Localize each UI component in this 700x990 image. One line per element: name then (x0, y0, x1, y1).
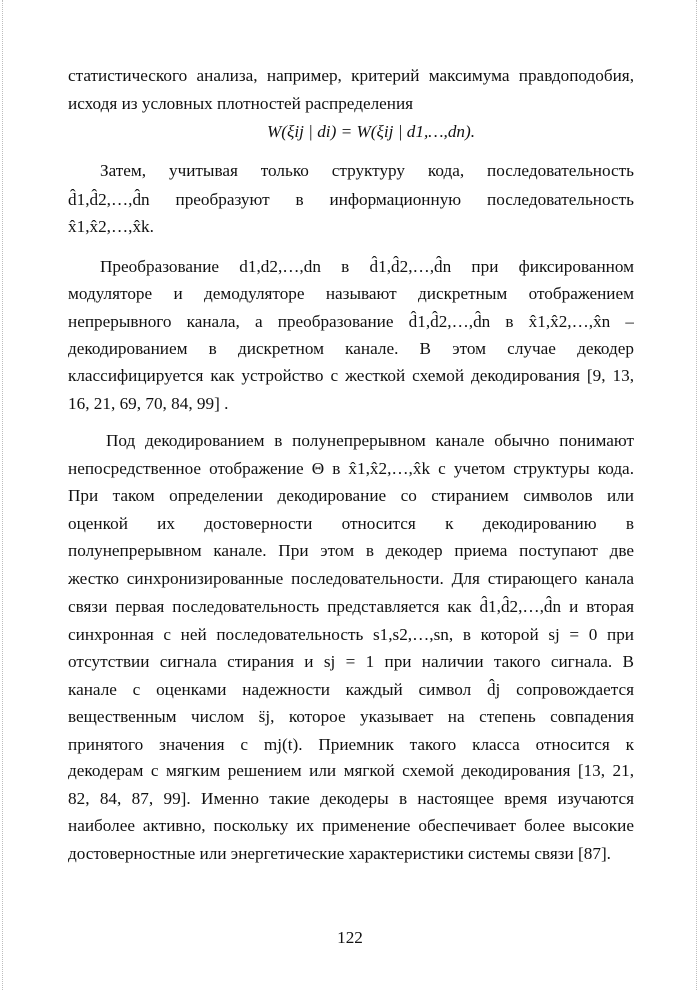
body-text (68, 62, 634, 867)
text-line: принятого значения с mj(t). Приемник такого класса относится к (68, 734, 634, 754)
formula-line: W(ξij | di) = W(ξij | d1,…,dn). (266, 122, 476, 141)
text-line: наиболее активно, поскольку их применение обеспечивает более высокие (68, 816, 634, 835)
text-line: отсутствии сигнала стирания и sj = 1 при наличии такого сигнала. В (68, 652, 634, 671)
text-line: d̂1,d̂2,…,d̂n преобразуют в информационную последовательность (68, 189, 634, 209)
text-line: статистического анализа, например, критерий максимума правдоподобия, (68, 66, 634, 85)
text-line: декодированием в дискретном канале. В этом случае декодер (68, 338, 634, 358)
text-line: вещественным числом s̈j, которое указывает на степень совпадения (68, 707, 634, 726)
text-line: декодерам с мягким решением или мягкой схемой декодирования [13, 21, (68, 761, 634, 780)
text-line: классифицируется как устройство с жесткой схемой декодирования [9, 13, (68, 366, 634, 385)
text-line: непосредственное отображение Θ в x̂1,x̂2,…,x̂k с учетом структуры кода. (68, 458, 634, 478)
text-line: жестко синхронизированные последовательности. Для стирающего канала (68, 568, 634, 588)
text-line: x̂1,x̂2,…,x̂k. (68, 217, 154, 236)
text-line: Под декодированием в полунепрерывном канале обычно понимают (106, 431, 634, 450)
text-line: модуляторе и демодуляторе называют дискретным отображением (68, 283, 634, 303)
text-line: оценкой их достоверности относится к декодированию в (68, 513, 634, 533)
text-line: Затем, учитывая только структуру кода, последовательность (100, 161, 634, 180)
left-scan-edge (2, 0, 3, 990)
text-line: полунепрерывном канале. При этом в декодер приема поступают две (68, 541, 634, 560)
text-line: 82, 84, 87, 99]. Именно такие декодеры в настоящее время изучаются (68, 788, 634, 808)
text-line: синхронная с ней последовательность s1,s2,…,sn, в которой sj = 0 при (68, 624, 634, 644)
text-line: исходя из условных плотностей распределения (68, 93, 414, 113)
text-line: связи первая последовательность представляется как d̂1,d̂2,…,d̂n и вторая (68, 597, 634, 616)
text-line: непрерывного канала, а преобразование d̂1,d̂2,…,d̂n в x̂1,x̂2,…,x̂n – (68, 312, 634, 331)
text-line: При таком определении декодирование со стиранием символов или (68, 486, 634, 505)
right-scan-edge (696, 0, 697, 990)
text-line: достоверностные или энергетические характеристики системы связи [87]. (68, 843, 611, 863)
text-line: канале с оценками надежности каждый символ d̂j сопровождается (68, 679, 634, 699)
text-line: Преобразование d1,d2,…,dn в d̂1,d̂2,…,d̂n при фиксированном (100, 257, 634, 276)
page-number: 122 (337, 928, 363, 947)
text-line: 16, 21, 69, 70, 84, 99] . (68, 393, 229, 413)
